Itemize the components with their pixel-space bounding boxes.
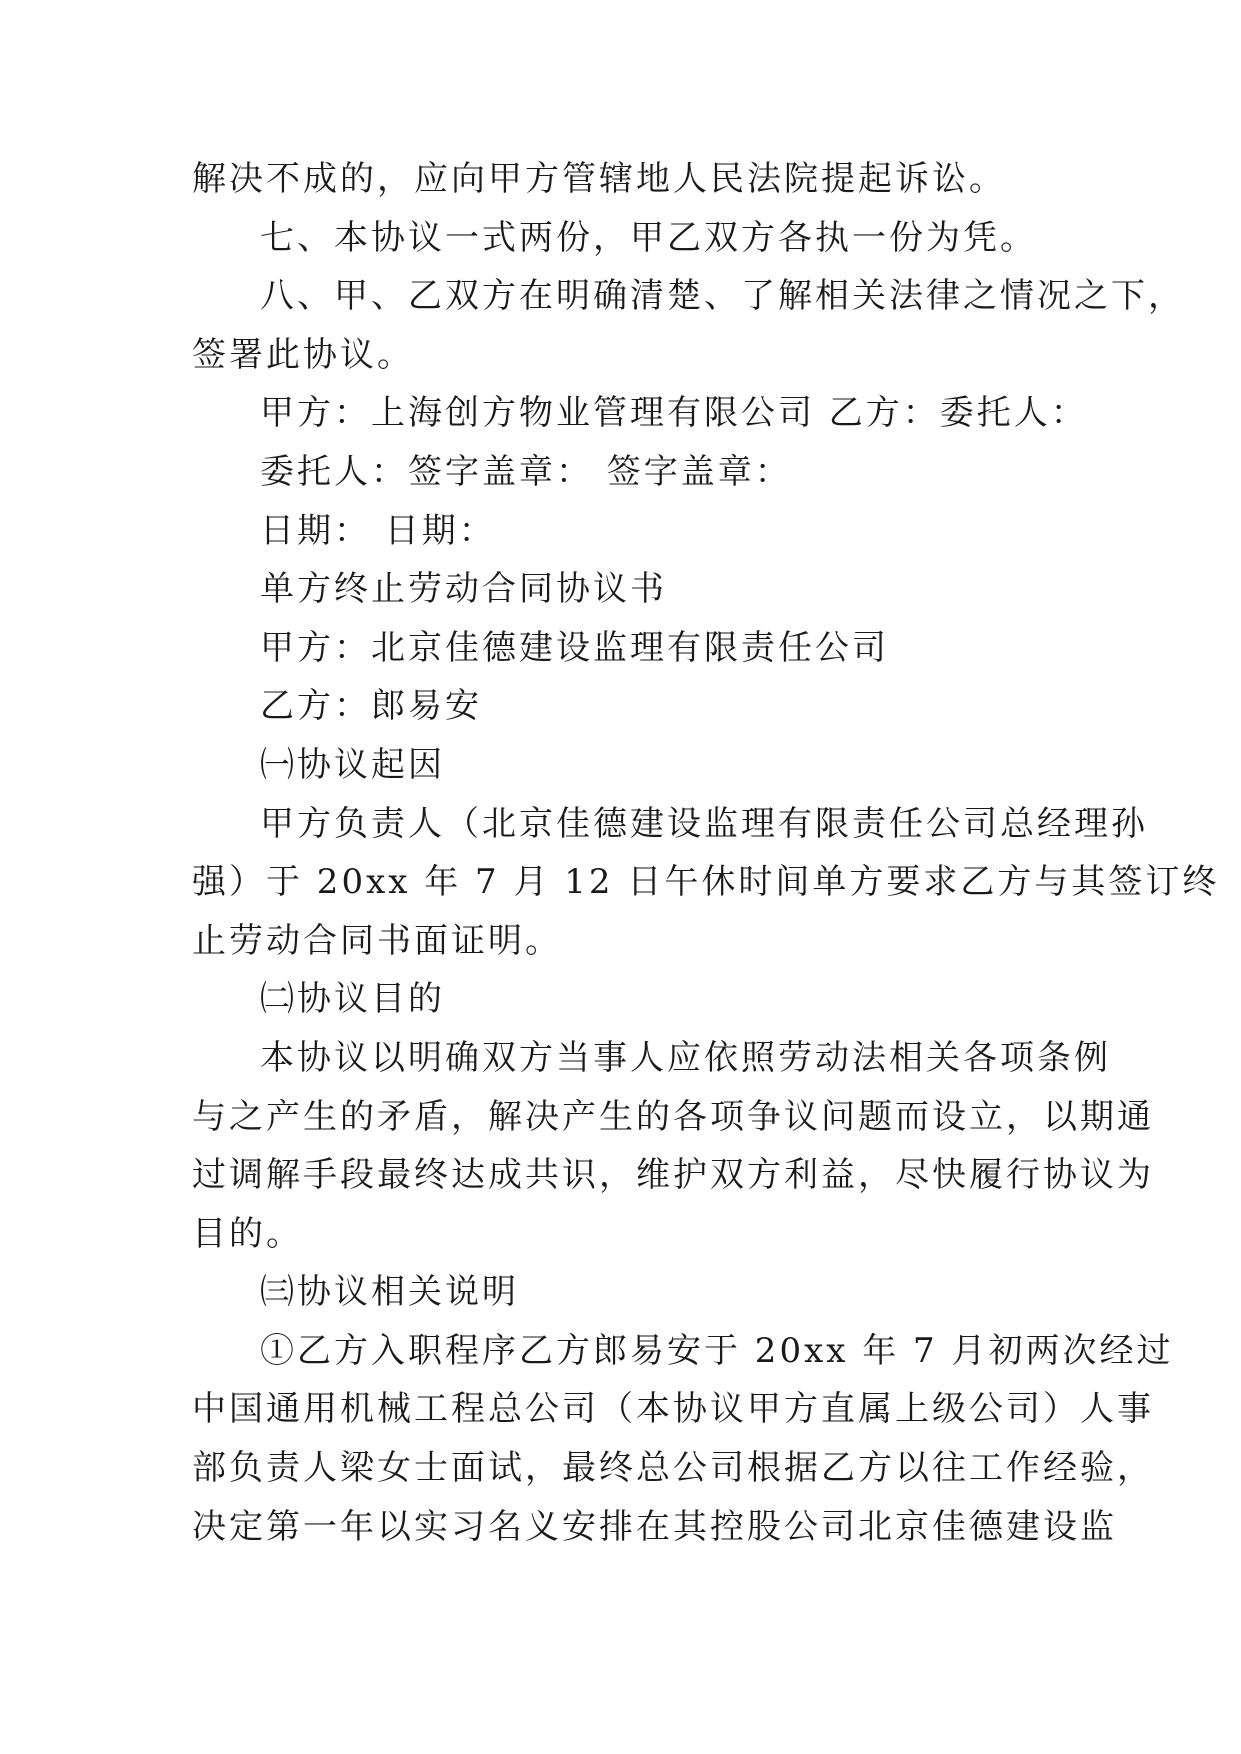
- text-line: 决定第一年以实习名义安排在其控股公司北京佳德建设监: [192, 1506, 1117, 1547]
- text-line: 八、甲、乙双方在明确清楚、了解相关法律之情况之下，: [260, 276, 1185, 317]
- section-heading: ㈡协议目的: [260, 979, 445, 1020]
- text-line: 甲方：上海创方物业管理有限公司 乙方：委托人：: [260, 393, 1088, 434]
- text-line: 甲方：北京佳德建设监理有限责任公司: [260, 627, 889, 668]
- document-title: 单方终止劳动合同协议书: [260, 569, 667, 610]
- text-line: 目的。: [192, 1213, 303, 1254]
- section-heading: ㈢协议相关说明: [260, 1272, 519, 1313]
- section-heading: ㈠协议起因: [260, 744, 445, 785]
- text-line: 强）于 20xx 年 7 月 12 日午休时间单方要求乙方与其签订终: [192, 862, 1220, 903]
- document-body: [192, 150, 1220, 1556]
- text-line: 本协议以明确双方当事人应依照劳动法相关各项条例: [260, 1037, 1111, 1078]
- text-line: 过调解手段最终达成共识，维护双方利益，尽快履行协议为: [192, 1155, 1154, 1196]
- text-line: 甲方负责人（北京佳德建设监理有限责任公司总经理孙: [260, 803, 1148, 844]
- text-line: ①乙方入职程序乙方郎易安于 20xx 年 7 月初两次经过: [260, 1330, 1174, 1371]
- text-line: 与之产生的矛盾，解决产生的各项争议问题而设立，以期通: [192, 1096, 1154, 1137]
- text-line: 七、本协议一式两份，甲乙双方各执一份为凭。: [260, 217, 1037, 258]
- text-line: 委托人：签字盖章： 签字盖章：: [260, 451, 792, 492]
- text-line: 止劳动合同书面证明。: [192, 920, 562, 961]
- text-line: 日期： 日期：: [260, 510, 496, 551]
- text-line: 中国通用机械工程总公司（本协议甲方直属上级公司）人事: [192, 1389, 1154, 1430]
- text-line: 部负责人梁女士面试，最终总公司根据乙方以往工作经验，: [192, 1448, 1154, 1489]
- text-line: 乙方：郎易安: [260, 686, 482, 727]
- text-line: 解决不成的，应向甲方管辖地人民法院提起诉讼。: [192, 159, 1006, 199]
- text-line: 签署此协议。: [192, 334, 414, 375]
